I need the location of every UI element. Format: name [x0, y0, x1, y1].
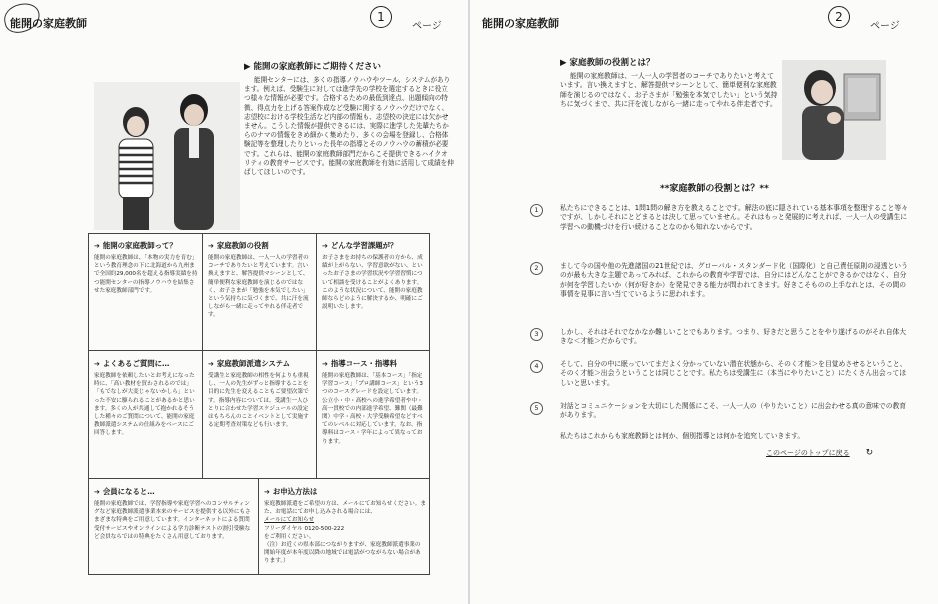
role-item	[534, 328, 910, 347]
cell-text: 能開の家庭教師は、一人一人の学習者のコーチでありたいと考えています。言い換えますと、解答提供マシーンとして、簡単便利な家庭教師を演じるのではなく、お子さまが「勉強を本気でしたい」という気持ちに気づくまで、共に汗を流しながら一緒に走ってやれる伴走者です。	[208, 255, 309, 319]
right-intro-heading-text: 家庭教師の役割とは？	[569, 58, 655, 68]
grid-divider	[88, 350, 430, 351]
back-to-top-link[interactable]: このページのトップに戻る	[766, 449, 850, 457]
closing-text: 私たちはこれからも家庭教師とは何か、個別指導とは何かを追究していきます。	[560, 432, 805, 440]
cell-text: 家庭教師派遣をご希望の方は、メールにてお知らせください。また、お電話にてお申し込みされる場合には、	[264, 501, 426, 516]
cell-title: よくあるご質問に…	[102, 359, 170, 368]
arrow-icon: ➔	[322, 359, 328, 368]
item-number: 5	[530, 402, 543, 415]
right-page	[470, 0, 938, 604]
cell-title: 会員になると…	[102, 487, 155, 496]
item-text: 私たちにできることは、1問1問の解き方を教えることです。解法の底に隠されている基本事項を整理すること等々ですが、しかしそれにとどまるとは決して思っていません。それはもっと発展的に考えれば、一人一人の受講生に学習への動機づけを行い続けることなのかも知れないからです。	[560, 204, 908, 231]
phone-note: をご利用ください。	[264, 533, 315, 540]
apply-note: （注）お近くの県本部につながりますが、家庭教師派遣事業の開始年度が本年度以降の地域では電話がつながらない場合があります。）	[264, 542, 421, 565]
refresh-icon[interactable]: ↻	[865, 448, 874, 458]
cell-text: 受講生と家庭教師の相性を何よりも重視し、一人の先生がずっと指導することを目的に先生を変えることもご要望次第です。指導内容については、受講生一人ひとりに合わせた学習スケジュールの設定はもちろんのことイベントとして実施する定期考査対策なども行います。	[208, 373, 309, 429]
right-intro-heading: ▶ 家庭教師の役割とは？	[560, 58, 655, 68]
right-intro-text: 能開の家庭教師は、一人一人の学習者のコーチでありたいと考えています。言い換えますと、解答提供マシーンとして、簡単便利な家庭教師を演じるのではなく、お子さまが「勉強を本気でしたい」という気持ちに気づくまで、共に汗を流しながら一緒に走ってやれる伴走者です。	[560, 72, 778, 109]
grid-divider	[258, 478, 259, 574]
cell-dispatch	[208, 358, 312, 429]
role-item	[534, 262, 910, 300]
item-number: 3	[530, 328, 543, 341]
left-header-title: 能開の家庭教師	[10, 17, 87, 30]
arrow-icon: ➔	[94, 241, 100, 250]
left-intro-text: 能開センターには、多くの指導ノウハウやツール、システムがあります。例えば、受験生に対しては進学先の学校を選定するときに役立つ様々な情報が必要です。合格するための最低到達点、出題傾向の特徴、得点力を上げる答案作成など受験に関するノウハウだけでなく、志望校における学校生活など内部の情報も、志望校の決定には欠かせません。こうした情報が提供できるには、実際に進学した先輩たちからのナマの情報をきめ細かく集めたり、多くの会場を登録し、合格体験記等を整理したりといった長年の指導とそのノウハウの蓄積が必要です。これらは、能開の家庭教師部門だからこそ提供できるハイクオリティの教育サービスです。能開の家庭教師を有効に活用して成績を伸ばしてほしいのです。	[244, 76, 454, 177]
left-page-number: 1	[370, 6, 392, 28]
role-item	[534, 402, 910, 421]
cell-text: 能開の家庭教師は、「基本コース」「指定学習コース」「プロ講師コース」という3つのコースグレードを設定しています。公立小・中・高校への進学希望者や中・高一貫校での内部進学希望、難関（最難関）中学・高校・大学受験希望などすべてのレベルに対応しています。なお、指導料はコース・学年によって異なっております。	[322, 373, 423, 445]
right-page-word: ページ	[870, 21, 900, 32]
item-text: そして、自分の中に眠っていてまだよく分かっていない潜在状態から、そのく才能＞を目覚めさせるということ、そのく才能＞出会うということは同じことです。私たちは受講生に（本当にやりたいこと）にたくさん出会ってほしいと思います。	[560, 360, 907, 387]
arrow-icon: ➔	[208, 359, 214, 368]
item-number: 4	[530, 360, 543, 373]
item-text: しかし、それはそれでなかなか難しいことでもあります。つまり、好きだと思うことをやり遂げるのがそれ自体大きな＜才能＞だからです。	[560, 328, 907, 346]
students-illustration	[94, 82, 240, 230]
item-text: 対話とコミュニケーションを大切にした関係にこそ、一人一人の（やりたいこと）に出会わせる真の意味での教育があります。	[560, 402, 907, 420]
students-photo	[94, 82, 240, 230]
cell-title: 家庭教師の役割	[216, 241, 269, 250]
arrow-icon: ➔	[208, 241, 214, 250]
right-page-number: 2	[828, 6, 850, 28]
cell-membership	[94, 486, 254, 541]
arrow-icon: ➔	[94, 359, 100, 368]
phone-number: フリーダイヤル 0120-500-222	[264, 525, 345, 532]
cell-issues	[322, 240, 424, 311]
cell-title: どんな学習課題が？	[330, 241, 398, 250]
cell-faq	[94, 358, 198, 438]
cell-title: 指導コース・指導料	[330, 359, 398, 368]
cell-title: お申込方法は	[272, 487, 318, 496]
cell-about	[94, 240, 198, 295]
arrow-icon: ➔	[264, 487, 270, 496]
teacher-illustration	[782, 60, 886, 160]
cell-text: 能開の家庭教師は、「本物の実力を育む」という教育理念の下に北海道から九州まで全国約29,000名を超える指導実績を持つ能開センターの指導ノウハウを結集させた家庭教師部門です。	[94, 255, 198, 294]
mail-link[interactable]: メールにてお知らせ	[264, 517, 315, 524]
left-intro-heading-text: 能開の家庭教師にご期待ください	[253, 62, 382, 72]
item-text: まして今の国や他の先進諸国の21世紀では、グローバル・スタンダード化（国際化）と自己責任原則の浸透というのが最も大きな主題であってみれば、これからの教育や学習では、自分にはどんなことができるかではなく、自分が何を学習したいか（何が好きか）を発見できる能力が問われてきます。好きこそものの上手なれとは、その間の事情を見事に言い当てているように思われます。	[560, 262, 908, 299]
cell-text: お子さまをお持ちの保護者の方から、成績が上がらない、学習意欲がない、といったお子さまの学習状況や学習習慣について相談を受けることがよくあります。このような状況について、能開の家庭教師ならどのように解決するか、明確にご説明いたします。	[322, 255, 423, 311]
cell-courses	[322, 358, 424, 446]
role-item	[534, 360, 910, 388]
role-item	[534, 204, 910, 232]
item-number: 1	[530, 204, 543, 217]
left-intro-heading: ▶ 能開の家庭教師にご期待ください	[244, 62, 382, 72]
cell-apply	[264, 486, 426, 566]
cell-text: 家庭教師を依頼したいとお考えになった時に、「高い教材を買わされるのでは」「もでなしが大変じゃないかしら」といった不安に駆られることがあるかと思います。多くの人が共通して抱かれるそうした種々のご質問について、能開の家庭教師派遣システムの仕組みをベースにご回答します。	[94, 373, 195, 437]
grid-divider	[88, 478, 430, 479]
item-number: 2	[530, 262, 543, 275]
right-header-title: 能開の家庭教師	[482, 17, 559, 30]
cell-role	[208, 240, 312, 320]
grid-divider	[316, 233, 317, 478]
teacher-photo	[782, 60, 886, 160]
grid-divider	[202, 233, 203, 478]
main-heading: **家庭教師の役割とは？**	[660, 184, 769, 194]
cell-title: 能開の家庭教師って？	[102, 241, 177, 250]
left-page-word: ページ	[412, 21, 442, 32]
cell-title: 家庭教師派遣システム	[216, 359, 291, 368]
arrow-icon: ➔	[322, 241, 328, 250]
arrow-icon: ➔	[94, 487, 100, 496]
cell-text: 能開の家庭教師では、学習指導や家庭学習へのコンサルティングなど家庭教師派遣事業本来のサービスを提供する以外にもさまざまな特典をご用意しています。インターネットによる質問受付サービスやオンラインによる学力診断テストの割引受験など会員ならではの特典をたくさん用意しております。	[94, 501, 251, 540]
left-page	[0, 0, 468, 604]
